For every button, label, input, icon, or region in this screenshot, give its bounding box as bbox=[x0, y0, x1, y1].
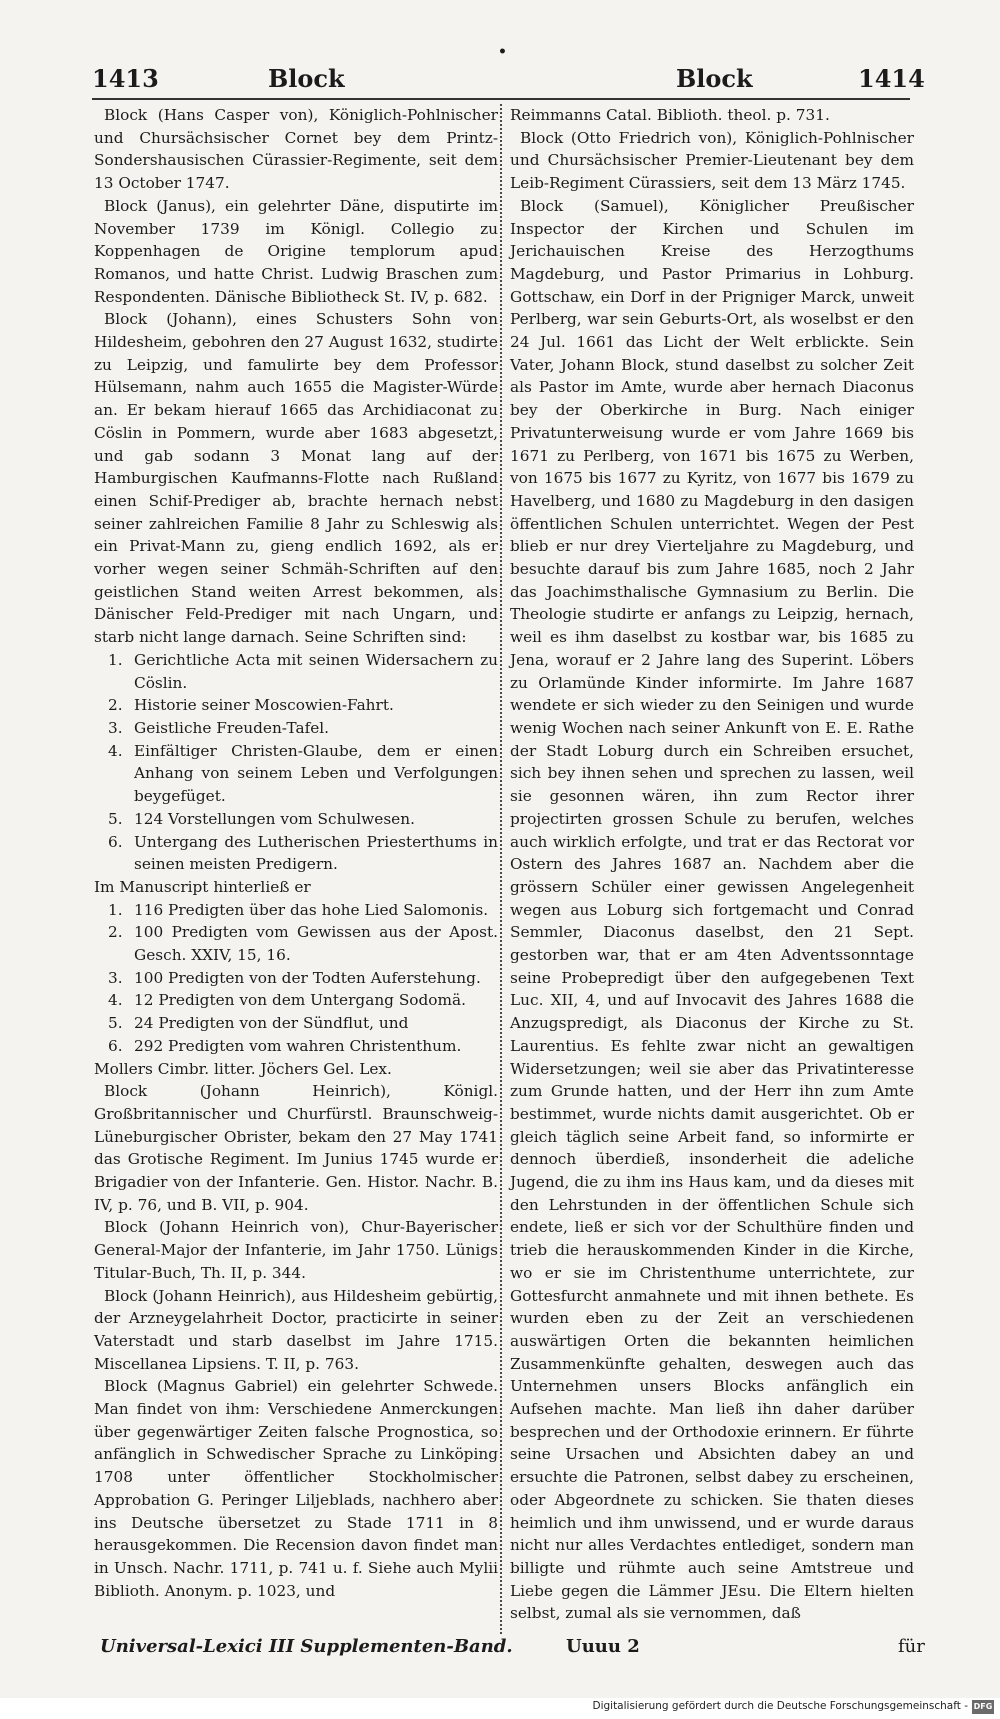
list-item: 2. Historie seiner Moscowien-Fahrt. bbox=[108, 696, 394, 715]
list-item: 4. Einfältiger Christen-Glaube, dem er einen Anhang von seinem Leben und Verfolgungen beygefüget. bbox=[108, 741, 498, 806]
list-item: 3. 100 Predigten von der Todten Auferstehung. bbox=[108, 968, 481, 987]
footer-catchword: für bbox=[898, 1636, 925, 1657]
entry-samuel: Block (Samuel), Königlicher Preußischer Inspector der Kirchen und Schulen im Jerichauischen Kreise des Herzogthums Magdeburg, und Pastor Primarius in Lohburg. Gottschaw, ein Dorf in der Prigniger Marck, unweit Perlberg, war sein Geburts-Ort, als woselbst er den 24 Jul. 1661 das Licht der Welt erblickte. Sein Vater, Johann Block, stund daselbst zu solcher Zeit als Pastor im Amte, wurde aber hernach Diaconus bey der Oberkirche in Burg. Nach einiger Privatunterweisung wurde er vom Jahre 1669 bis 1671 zu Perlberg, von 1671 bis 1675 zu Werben, von 1675 bis 1677 zu Kyritz, von 1677 bis 1679 zu Havelberg, und 1680 zu Magdeburg in den dasigen öffentlichen Schulen unterrichtet. Wegen der Pest blieb er nur drey Vierteljahre zu Magdeburg, und besuchte darauf bis zum Jahre 1685, noch 2 Jahr das Joachimsthalische Gymnasium zu Berlin. Die Theologie studirte er anfangs zu Leipzig, hernach, weil es ihm daselbst zu kostbar war, bis 1685 zu Jena, worauf er 2 Jahre lang des Superint. Löbers zu Orlamünde Kinder informirte. Im Jahre 1687 wendete er sich wieder zu den Seinigen und wurde wenig Wochen nach seiner Ankunft von E. E. Rathe der Stadt Loburg durch ein Schreiben ersuchet, sich bey ihnen sehen und sprechen zu lassen, weil sie gesonnen wären, ihn zum Rector ihrer projectirten grossen Schule zu berufen, welches auch wirklich erfolgte, und trat er das Rectorat vor Ostern des Jahres 1687 an. Nachdem aber die grössern Schüler einer gewissen Angelegenheit wegen aus Loburg sich fortgemacht und Conrad Semmler, Diaconus daselbst, den 21 Sept. gestorben war, that er am 4ten Adventssonntage seine Probepredigt über den aufgegebenen Text Luc. XII, 4, und auf Invocavit des Jahres 1688 die Anzugspredigt, als Diaconus der Kirche zu St. Laurentius. Es fehlte zwar nicht an gewaltigen Widersetzungen; weil sie aber das Privatinteresse zum Grunde hatten, und der Herr ihn zum Amte bestimmet, wurde nichts damit ausgerichtet. Ob er gleich täglich seine Arbeit fand, so informirte er dennoch überdieß, insonderheit die adeliche Jugend, die zu ihm ins Haus kam, und da dieses mit den Lehrstunden in der öffentlichen Schule sich endete, ließ er sich vor der Schulthüre finden und trieb die herauskommenden Kinder in die Kirche, wo er sie im Christenthume unterrichtete, zur Gottesfurcht anmahnete und mit ihnen bethete. Es wurden eben zu der Zeit an verschiedenen auswärtigen Orten die bekannten heimlichen Zusammenkünfte gehalten, deswegen auch das Unternehmen unsers Blocks anfänglich ein Aufsehen machte. Man ließ ihn daher darüber besprechen und der Orthodoxie erinnern. Er führte seine Ursachen und Absichten dabey an und ersuchte die Patronen, selbst dabey zu erscheinen, oder Abgeordnete zu schicken. Sie thaten dieses heimlich und ihm unwissend, und er wurde daraus nicht nur alles Verdachtes entlediget, sondern man billigte und rühmte auch seine Amtstreue und Liebe gegen die Lämmer JEsu. Die Eltern hielten selbst, zumal als sie vernommen, daß bbox=[510, 196, 914, 1623]
list-item: 1. Gerichtliche Acta mit seinen Widersachern zu Cöslin. bbox=[108, 650, 498, 692]
dfg-logo: DFG bbox=[972, 1700, 994, 1714]
continued-reference: Reimmanns Catal. Biblioth. theol. p. 731. bbox=[510, 106, 830, 124]
list-item: 3. Geistliche Freuden-Tafel. bbox=[108, 718, 330, 737]
writings-list bbox=[94, 649, 498, 876]
list-item: 5. 24 Predigten von der Sündflut, und bbox=[108, 1014, 409, 1033]
list-item: 2. 100 Predigten vom Gewissen aus der Apost. Gesch. XXIV, 15, 16. bbox=[108, 923, 498, 965]
running-title-left: Block bbox=[268, 64, 345, 93]
left-column bbox=[94, 104, 498, 1602]
footer-signature: Uuuu 2 bbox=[566, 1636, 640, 1657]
header-mark: • bbox=[498, 44, 507, 60]
running-title-right: Block bbox=[676, 64, 753, 93]
entry-hans-casper: Block (Hans Casper von), Königlich-Pohlnischer und Chursächsischer Cornet bey dem Printz-Sondershausischen Cürassier-Regimente, seit dem 13 October 1747. bbox=[94, 106, 498, 193]
list-item: 6. 292 Predigten vom wahren Christenthum. bbox=[108, 1036, 462, 1055]
list-item: 1. 116 Predigten über das hohe Lied Salomonis. bbox=[108, 900, 489, 919]
list-item: 6. Untergang des Lutherischen Priesterthums in seinen meisten Predigern. bbox=[108, 832, 498, 874]
credit-bar bbox=[0, 1698, 1000, 1719]
entry-otto-friedrich: Block (Otto Friedrich von), Königlich-Pohlnischer und Chursächsischer Premier-Lieutenant bey dem Leib-Regiment Cürassiers, seit dem 13 März 1745. bbox=[510, 128, 914, 193]
credit-text: Digitalisierung gefördert durch die Deutsche Forschungsgemeinschaft - bbox=[592, 1700, 968, 1712]
footer-volume-title: Universal-Lexici III Supplementen-Band. bbox=[100, 1636, 513, 1657]
page-number-right: 1414 bbox=[858, 64, 925, 93]
entry-johann-heinrich-3: Block (Johann Heinrich), aus Hildesheim gebürtig, der Arzneygelahrheit Doctor, practicirte in seiner Vaterstadt und starb daselbst im Jahre 1715. Miscellanea Lipsiens. T. II, p. 763. bbox=[94, 1286, 498, 1373]
manuscript-list bbox=[94, 899, 498, 1058]
page-number-left: 1413 bbox=[92, 64, 159, 93]
list-item: 5. 124 Vorstellungen vom Schulwesen. bbox=[108, 809, 415, 828]
header-rule bbox=[92, 98, 910, 100]
manuscript-intro: Im Manuscript hinterließ er bbox=[94, 877, 311, 896]
entry-johann-heinrich-2: Block (Johann Heinrich von), Chur-Bayerischer General-Major der Infanterie, im Jahr 1750. Lünigs Titular-Buch, Th. II, p. 344. bbox=[94, 1218, 498, 1282]
entry-janus: Block (Janus), ein gelehrter Däne, disputirte im November 1739 im Königl. Collegio zu Koppenhagen de Origine templorum apud Romanos, und hatte Christ. Ludwig Braschen zum Respondenten. Dänische Bibliotheck St. IV, p. 682. bbox=[94, 196, 498, 306]
right-column bbox=[510, 104, 914, 1625]
column-divider bbox=[500, 104, 504, 1634]
entry-johann-heinrich-1: Block (Johann Heinrich), Königl. Großbritannischer und Churfürstl. Braunschweig-Lüneburgischer Obrister, bekam den 27 May 1741 das Grotische Regiment. Im Junius 1745 wurde er Brigadier von der Infanterie. Gen. Histor. Nachr. B. IV, p. 76, und B. VII, p. 904. bbox=[94, 1082, 498, 1214]
list-item: 4. 12 Predigten von dem Untergang Sodomä. bbox=[108, 991, 467, 1010]
entry-johann: Block (Johann), eines Schusters Sohn von Hildesheim, gebohren den 27 August 1632, studirte zu Leipzig, und famulirte bey dem Professor Hülsemann, nahm auch 1655 die Magister-Würde an. Er bekam hierauf 1665 das Archidiaconat zu Cöslin in Pommern, wurde aber 1683 abgesetzt, und gab sodann 3 Monat lang auf der Hamburgischen Kaufmanns-Flotte nach Rußland einen Schif-Prediger ab, brachte hernach nebst seiner zahlreichen Familie 8 Jahr zu Schleswig als ein Privat-Mann zu, gieng endlich 1692, als er vorher wegen seiner Schmäh-Schriften auf den geistlichen Stand weiten Arrest bekommen, als Dänischer Feld-Prediger mit nach Ungarn, und starb nicht lange darnach. Seine Schriften sind: bbox=[94, 310, 498, 647]
reference-line: Mollers Cimbr. litter. Jöchers Gel. Lex. bbox=[94, 1059, 392, 1078]
entry-magnus-gabriel: Block (Magnus Gabriel) ein gelehrter Schwede. Man findet von ihm: Verschiedene Anmerckungen über gegenwärtiger Zeiten falsche Prognostica, so anfänglich in Schwedischer Sprache zu Linköping 1708 unter öffentlicher Stockholmischer Approbation G. Peringer Liljeblads, nachhero aber ins Deutsche übersetzet zu Stade 1711 in 8 herausgekommen. Die Recension davon findet man in Unsch. Nachr. 1711, p. 741 u. f. Siehe auch Mylii Biblioth. Anonym. p. 1023, und bbox=[94, 1377, 498, 1600]
